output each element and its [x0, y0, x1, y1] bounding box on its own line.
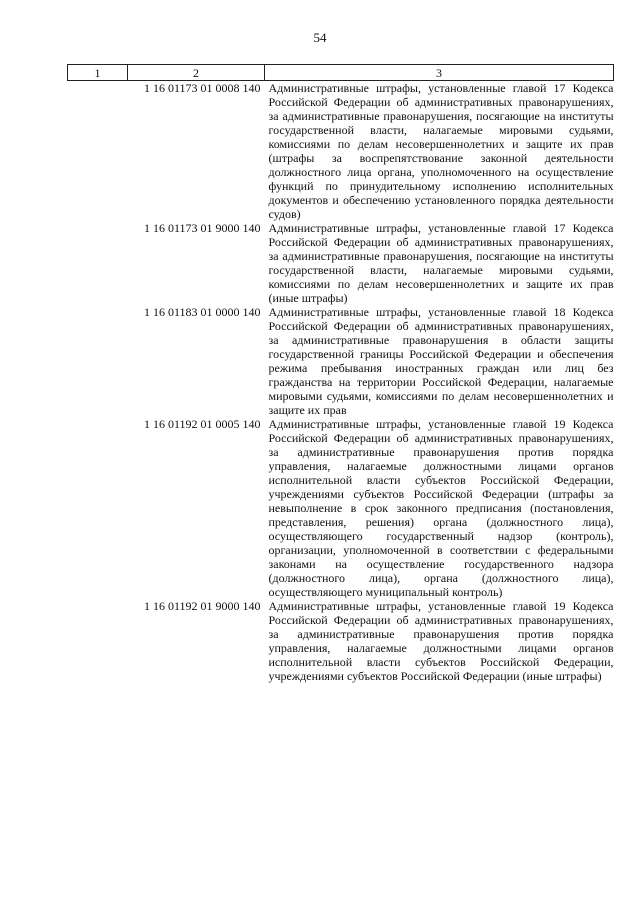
description-cell: Административные штрафы, установленные главой 19 Кодекса Российской Федерации об административных правонарушениях, за административные правонарушения против порядка управления, налагаемые должностными лицами органов исполнительной власти субъектов Российской Федерации, учреждениями субъектов Российской Федерации (штрафы за невыполнение в срок законного предписания (постановления, представления, решения) органа (должностного лица), осуществляющего государственный надзор (контроль), организации, уполномоченной в соответствии с федеральными законами на осуществление государственного надзора (должностного лица), органа (должностного лица), осуществляющего муниципальный контроль)	[268, 417, 614, 599]
row-index-cell	[68, 599, 128, 683]
revenue-code-cell: 1 16 01173 01 9000 140	[143, 221, 261, 235]
revenue-code-cell: 1 16 01192 01 9000 140	[143, 599, 261, 613]
revenue-code-cell: 1 16 01192 01 0005 140	[143, 417, 261, 431]
description-cell: Административные штрафы, установленные главой 19 Кодекса Российской Федерации об административных правонарушениях, за административные правонарушения против порядка управления, налагаемые должностными лицами органов исполнительной власти субъектов Российской Федерации, учреждениями субъектов Российской Федерации (иные штрафы)	[268, 599, 614, 683]
description-cell: Административные штрафы, установленные главой 17 Кодекса Российской Федерации об административных правонарушениях, за административные правонарушения, посягающие на институты государственной власти, налагаемые мировыми судьями, комиссиями по делам несовершеннолетних и защите их прав (иные штрафы)	[268, 221, 614, 305]
row-index-cell	[68, 305, 128, 417]
revenue-code-cell: 1 16 01183 01 0000 140	[143, 305, 261, 319]
table-row	[68, 221, 614, 305]
page-number: 54	[313, 30, 327, 45]
table-row	[68, 417, 614, 599]
revenue-code-cell: 1 16 01173 01 0008 140	[143, 81, 261, 95]
description-cell: Административные штрафы, установленные главой 17 Кодекса Российской Федерации об административных правонарушениях, за административные правонарушения, посягающие на институты государственной власти, налагаемые мировыми судьями, комиссиями по делам несовершеннолетних и защите их прав (штрафы за воспрепятствование законной деятельности должностного лица органа, уполномоченного на осуществление функций по принудительному исполнению исполнительных документов и обеспечению установленного порядка деятельности судов)	[268, 81, 614, 221]
row-index-cell	[68, 221, 128, 305]
column-header-1: 1	[68, 65, 128, 81]
row-index-cell	[68, 417, 128, 599]
row-index-cell	[68, 81, 128, 222]
column-header-3: 3	[265, 65, 614, 81]
description-cell: Административные штрафы, установленные главой 18 Кодекса Российской Федерации об административных правонарушениях, за административные правонарушения в области защиты государственной границы Российской Федерации и обеспечения режима пребывания иностранных граждан или лиц без гражданства на территории Российской Федерации, налагаемые мировыми судьями, комиссиями по делам несовершеннолетних и защите их прав	[268, 305, 614, 417]
table-header-row	[68, 65, 614, 81]
revenue-codes-table	[67, 64, 614, 683]
table-row	[68, 81, 614, 222]
table-row	[68, 305, 614, 417]
table-row	[68, 599, 614, 683]
column-header-2: 2	[128, 65, 265, 81]
